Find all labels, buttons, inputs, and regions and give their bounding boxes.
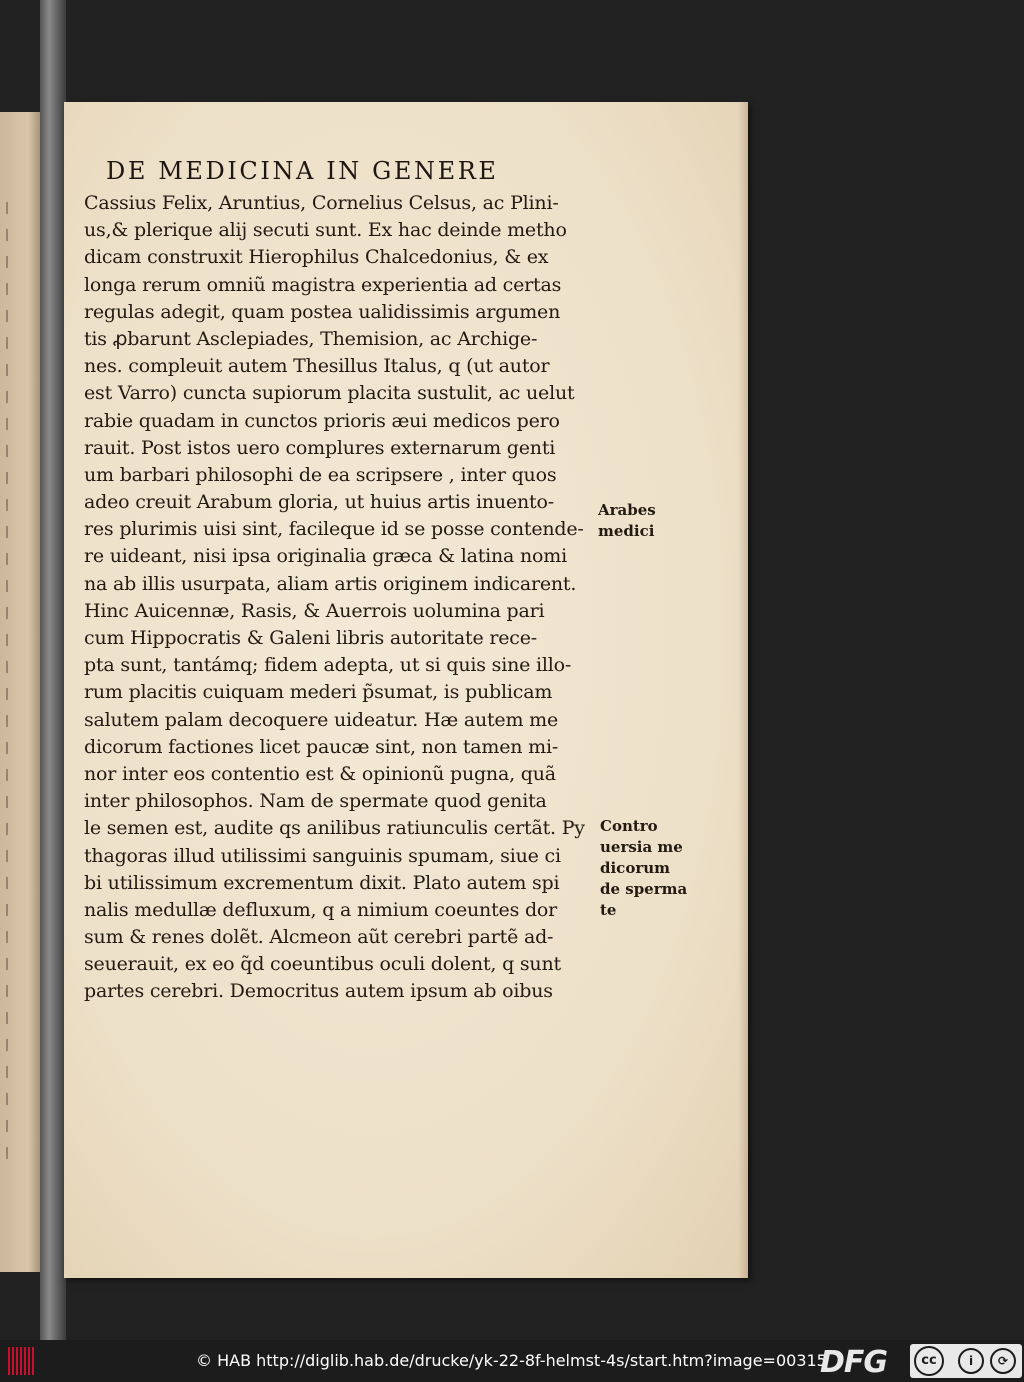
text-line: us,& plerique alij secuti sunt. Ex hac deinde metho bbox=[84, 219, 567, 242]
text-line: rabie quadam in cunctos prioris æui medicos pero bbox=[84, 409, 560, 432]
previous-page-text-fragment bbox=[6, 256, 18, 268]
text-line: salutem palam decoquere uideatur. Hæ autem me bbox=[84, 708, 558, 731]
text-line: cum Hippocratis & Galeni libris autoritate rece- bbox=[84, 627, 538, 649]
previous-page-text-fragment bbox=[6, 823, 18, 835]
text-line: res plurimis uisi sint, facileque id se posse contende- bbox=[84, 518, 584, 541]
previous-page-text-fragment bbox=[6, 202, 18, 214]
text-line: partes cerebri. Democritus autem ipsum ab oibus bbox=[84, 980, 553, 1003]
margin-note-line: uersia me bbox=[600, 838, 683, 856]
previous-page-text-fragment bbox=[6, 391, 18, 403]
text-line: na ab illis usurpata, aliam artis originem indicarent. bbox=[84, 572, 577, 595]
previous-page-text-fragment bbox=[6, 1093, 18, 1105]
margin-note-line: dicorum bbox=[600, 859, 671, 877]
previous-page-text-fragment bbox=[6, 850, 18, 862]
previous-page-text-fragment bbox=[6, 688, 18, 700]
previous-page-edge bbox=[0, 112, 40, 1272]
previous-page-text-fragment bbox=[6, 364, 18, 376]
previous-page-text-fragment bbox=[6, 769, 18, 781]
previous-page-text-fragment bbox=[6, 904, 18, 916]
previous-page-text-fragment bbox=[6, 229, 18, 241]
previous-page-text-fragment bbox=[6, 310, 18, 322]
share-alike-icon: ⟳ bbox=[990, 1348, 1016, 1374]
previous-page-text-fragment bbox=[6, 526, 18, 538]
text-line: le semen est, audite qs anilibus ratiunculis certãt. Py bbox=[84, 817, 585, 840]
previous-page-text-fragments bbox=[0, 112, 40, 1272]
margin-note-controversia bbox=[600, 816, 687, 921]
text-line: pta sunt, tantámq; fidem adepta, ut si quis sine illo- bbox=[84, 654, 572, 677]
previous-page-text-fragment bbox=[6, 445, 18, 457]
text-line: re uideant, nisi ipsa originalia græca & latina nomi bbox=[84, 545, 567, 568]
text-line: inter philosophos. Nam de spermate quod genita bbox=[84, 790, 547, 813]
previous-page-text-fragment bbox=[6, 1039, 18, 1051]
text-line: um barbari philosophi de ea scripsere , inter quos bbox=[84, 463, 557, 486]
previous-page-text-fragment bbox=[6, 796, 18, 808]
previous-page-text-fragment bbox=[6, 418, 18, 430]
previous-page-text-fragment bbox=[6, 958, 18, 970]
text-line: dicam construxit Hierophilus Chalcedonius, & ex bbox=[84, 246, 549, 269]
text-line: adeo creuit Arabum gloria, ut huius artis inuento- bbox=[84, 491, 554, 514]
margin-note-line: Arabes bbox=[598, 501, 656, 519]
text-line: regulas adegit, quam postea ualidissimis argumen bbox=[84, 300, 561, 323]
text-line: longa rerum omniũ magistra experientia ad certas bbox=[84, 273, 562, 296]
margin-note-line: te bbox=[600, 901, 617, 919]
text-line: Hinc Auicennæ, Rasis, & Auerrois uolumina pari bbox=[84, 599, 545, 622]
running-header: DE MEDICINA IN GENERE bbox=[106, 157, 499, 185]
text-line: sum & renes dolẽt. Alcmeon aũt cerebri partẽ ad- bbox=[84, 926, 554, 949]
previous-page-text-fragment bbox=[6, 607, 18, 619]
previous-page-text-fragment bbox=[6, 580, 18, 592]
text-line: rauit. Post istos uero complures externarum genti bbox=[84, 436, 556, 459]
text-line: nes. compleuit autem Thesillus Italus, q (ut autor bbox=[84, 355, 550, 378]
previous-page-text-fragment bbox=[6, 985, 18, 997]
text-line: thagoras illud utilissimi sanguinis spumam, siue ci bbox=[84, 844, 561, 867]
previous-page-text-fragment bbox=[6, 661, 18, 673]
previous-page-text-fragment bbox=[6, 1012, 18, 1024]
text-line: nalis medullæ defluxum, q a nimium coeuntes dor bbox=[84, 898, 558, 921]
previous-page-text-fragment bbox=[6, 1120, 18, 1132]
previous-page-text-fragment bbox=[6, 877, 18, 889]
book-binding bbox=[40, 0, 66, 1340]
previous-page-text-fragment bbox=[6, 553, 18, 565]
text-line: Cassius Felix, Aruntius, Cornelius Celsus, ac Plini- bbox=[84, 192, 559, 214]
dfg-logo[interactable]: DFG bbox=[820, 1345, 888, 1380]
margin-note-line: medici bbox=[598, 522, 655, 540]
text-line: nor inter eos contentio est & opinionũ pugna, quã bbox=[84, 762, 556, 785]
attribution-icon: i bbox=[958, 1348, 984, 1374]
text-line: dicorum factiones licet paucæ sint, non tamen mi- bbox=[84, 735, 559, 758]
previous-page-text-fragment bbox=[6, 1066, 18, 1078]
previous-page-text-fragment bbox=[6, 931, 18, 943]
hab-logo-icon bbox=[8, 1347, 36, 1375]
cc-license-badge[interactable] bbox=[910, 1344, 1022, 1378]
previous-page-text-fragment bbox=[6, 337, 18, 349]
margin-note-arabes-medici bbox=[598, 500, 656, 542]
previous-page-text-fragment bbox=[6, 499, 18, 511]
previous-page-text-fragment bbox=[6, 283, 18, 295]
previous-page-text-fragment bbox=[6, 634, 18, 646]
margin-note-line: de sperma bbox=[600, 880, 688, 898]
text-line: rum placitis cuiquam mederi p̃sumat, is publicam bbox=[84, 681, 553, 704]
text-line: seuerauit, ex eo q̃d coeuntibus oculi dolent, q sunt bbox=[84, 953, 561, 976]
previous-page-text-fragment bbox=[6, 472, 18, 484]
footer-bar bbox=[0, 1340, 1024, 1382]
margin-note-line: Contro bbox=[600, 817, 658, 835]
creative-commons-icon: cc bbox=[914, 1346, 944, 1376]
previous-page-text-fragment bbox=[6, 715, 18, 727]
previous-page-text-fragment bbox=[6, 742, 18, 754]
text-line: est Varro) cuncta supiorum placita sustulit, ac uelut bbox=[84, 382, 575, 405]
previous-page-text-fragment bbox=[6, 1147, 18, 1159]
copyright-link[interactable]: © HAB http://diglib.hab.de/drucke/yk-22-8f-helmst-4s/start.htm?image=00315 bbox=[196, 1351, 827, 1370]
text-line: tis ꝓbarunt Asclepiades, Themision, ac Archige- bbox=[84, 327, 538, 350]
body-text bbox=[84, 190, 594, 1006]
text-line: bi utilissimum excrementum dixit. Plato autem spi bbox=[84, 871, 560, 894]
